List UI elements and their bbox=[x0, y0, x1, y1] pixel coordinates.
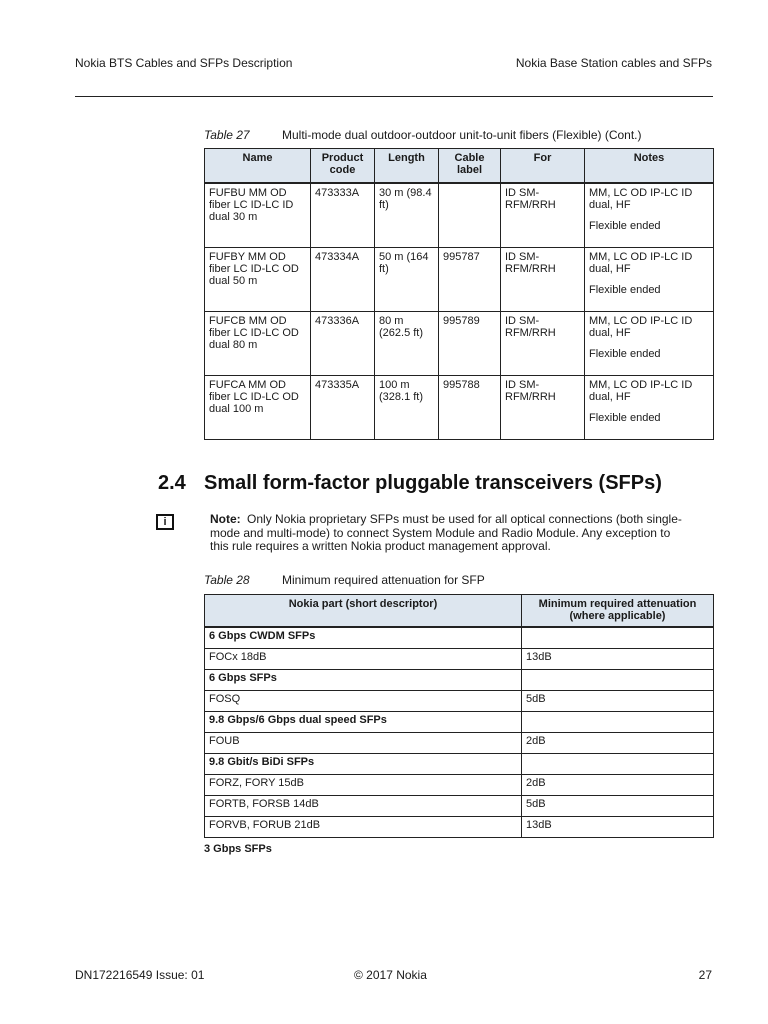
col-header-part: Nokia part (short descriptor) bbox=[205, 595, 522, 628]
cell-name: FUFCA MM OD fiber LC ID-LC OD dual 100 m bbox=[205, 376, 311, 440]
footer-copyright: © 2017 Nokia bbox=[354, 968, 427, 982]
table28-number: Table 28 bbox=[204, 573, 250, 587]
sfp-table bbox=[204, 594, 714, 838]
group-label: 9.8 Gbit/s BiDi SFPs bbox=[205, 754, 522, 775]
table28-caption bbox=[204, 573, 485, 587]
notes-text: MM, LC OD IP-LC ID dual, HF bbox=[589, 251, 693, 275]
cell-notes bbox=[585, 376, 714, 440]
notes-flexible: Flexible ended bbox=[589, 348, 661, 360]
cell-for: ID SM-RFM/RRH bbox=[501, 248, 585, 312]
table-row bbox=[205, 733, 714, 754]
cell-attenuation: 2dB bbox=[522, 733, 714, 754]
cell-product-code: 473334A bbox=[311, 248, 375, 312]
col-header-name: Name bbox=[205, 149, 311, 184]
notes-flexible: Flexible ended bbox=[589, 284, 661, 296]
table-row bbox=[205, 817, 714, 838]
footer-page-number: 27 bbox=[698, 968, 712, 982]
cell-attenuation: 5dB bbox=[522, 691, 714, 712]
cell-for: ID SM-RFM/RRH bbox=[501, 312, 585, 376]
cell-cable-label: 995789 bbox=[439, 312, 501, 376]
col-header-cable-label: Cable label bbox=[439, 149, 501, 184]
fiber-table-header bbox=[205, 149, 714, 184]
cell-cable-label bbox=[439, 183, 501, 248]
cell-length: 30 m (98.4 ft) bbox=[375, 183, 439, 248]
cell-for: ID SM-RFM/RRH bbox=[501, 376, 585, 440]
section-title: Small form-factor pluggable transceivers (SFPs) bbox=[204, 472, 662, 494]
cell-product-code: 473336A bbox=[311, 312, 375, 376]
table-row bbox=[205, 754, 714, 775]
cell-part: FORTB, FORSB 14dB bbox=[205, 796, 522, 817]
cell-part: FORVB, FORUB 21dB bbox=[205, 817, 522, 838]
cell-notes bbox=[585, 248, 714, 312]
note-label: Note: bbox=[210, 512, 241, 526]
notes-text: MM, LC OD IP-LC ID dual, HF bbox=[589, 187, 693, 211]
notes-text: MM, LC OD IP-LC ID dual, HF bbox=[589, 315, 693, 339]
header-chapter-title: Nokia Base Station cables and SFPs bbox=[515, 56, 712, 70]
note-block bbox=[210, 513, 690, 554]
notes-flexible: Flexible ended bbox=[589, 220, 661, 232]
table-row bbox=[205, 376, 714, 440]
cell-notes bbox=[585, 312, 714, 376]
info-icon: i bbox=[156, 514, 174, 530]
col-header-for: For bbox=[501, 149, 585, 184]
table-row bbox=[205, 712, 714, 733]
col-header-notes: Notes bbox=[585, 149, 714, 184]
cell-length: 80 m (262.5 ft) bbox=[375, 312, 439, 376]
fiber-table bbox=[204, 148, 714, 440]
footer-doc-id: DN172216549 Issue: 01 bbox=[75, 968, 205, 982]
cell-product-code: 473335A bbox=[311, 376, 375, 440]
cell-length: 50 m (164 ft) bbox=[375, 248, 439, 312]
table-row bbox=[205, 796, 714, 817]
cell-length: 100 m (328.1 ft) bbox=[375, 376, 439, 440]
sfp-table-header bbox=[205, 595, 714, 628]
cell-attenuation bbox=[522, 754, 714, 775]
section-heading bbox=[158, 472, 662, 495]
group-label: 9.8 Gbps/6 Gbps dual speed SFPs bbox=[205, 712, 522, 733]
cell-cable-label: 995788 bbox=[439, 376, 501, 440]
cell-attenuation bbox=[522, 670, 714, 691]
col-header-length: Length bbox=[375, 149, 439, 184]
cell-name: FUFBU MM OD fiber LC ID-LC ID dual 30 m bbox=[205, 183, 311, 248]
cell-attenuation: 5dB bbox=[522, 796, 714, 817]
cell-product-code: 473333A bbox=[311, 183, 375, 248]
table28-title: Minimum required attenuation for SFP bbox=[282, 573, 485, 587]
header-doc-title: Nokia BTS Cables and SFPs Description bbox=[75, 56, 293, 70]
table27-title: Multi-mode dual outdoor-outdoor unit-to-unit fibers (Flexible) (Cont.) bbox=[282, 128, 642, 142]
table-row bbox=[205, 670, 714, 691]
section-number: 2.4 bbox=[158, 472, 186, 494]
table27-caption bbox=[204, 128, 642, 142]
table27-number: Table 27 bbox=[204, 128, 250, 142]
cell-part: FOSQ bbox=[205, 691, 522, 712]
cell-for: ID SM-RFM/RRH bbox=[501, 183, 585, 248]
cell-attenuation bbox=[522, 712, 714, 733]
cell-cable-label: 995787 bbox=[439, 248, 501, 312]
trailing-heading: 3 Gbps SFPs bbox=[204, 843, 272, 855]
col-header-attenuation: Minimum required attenuation (where applicable) bbox=[522, 595, 714, 628]
table-row bbox=[205, 183, 714, 248]
cell-part: FOCx 18dB bbox=[205, 649, 522, 670]
table-row bbox=[205, 649, 714, 670]
group-label: 6 Gbps CWDM SFPs bbox=[205, 627, 522, 649]
table-row bbox=[205, 691, 714, 712]
cell-attenuation: 13dB bbox=[522, 649, 714, 670]
table-row bbox=[205, 775, 714, 796]
cell-name: FUFCB MM OD fiber LC ID-LC OD dual 80 m bbox=[205, 312, 311, 376]
cell-notes bbox=[585, 183, 714, 248]
table-row bbox=[205, 627, 714, 649]
cell-attenuation: 13dB bbox=[522, 817, 714, 838]
header-divider bbox=[75, 96, 713, 97]
table-row bbox=[205, 312, 714, 376]
cell-name: FUFBY MM OD fiber LC ID-LC OD dual 50 m bbox=[205, 248, 311, 312]
cell-attenuation bbox=[522, 627, 714, 649]
notes-flexible: Flexible ended bbox=[589, 412, 661, 424]
cell-part: FOUB bbox=[205, 733, 522, 754]
notes-text: MM, LC OD IP-LC ID dual, HF bbox=[589, 379, 693, 403]
group-label: 6 Gbps SFPs bbox=[205, 670, 522, 691]
table-row bbox=[205, 248, 714, 312]
note-body: Only Nokia proprietary SFPs must be used for all optical connections (both single-mode and multi-mode) to connect System Module and Radio Module. Any exception to this rule requires a written Nokia product management approval. bbox=[210, 512, 682, 553]
cell-attenuation: 2dB bbox=[522, 775, 714, 796]
cell-part: FORZ, FORY 15dB bbox=[205, 775, 522, 796]
col-header-product-code: Product code bbox=[311, 149, 375, 184]
